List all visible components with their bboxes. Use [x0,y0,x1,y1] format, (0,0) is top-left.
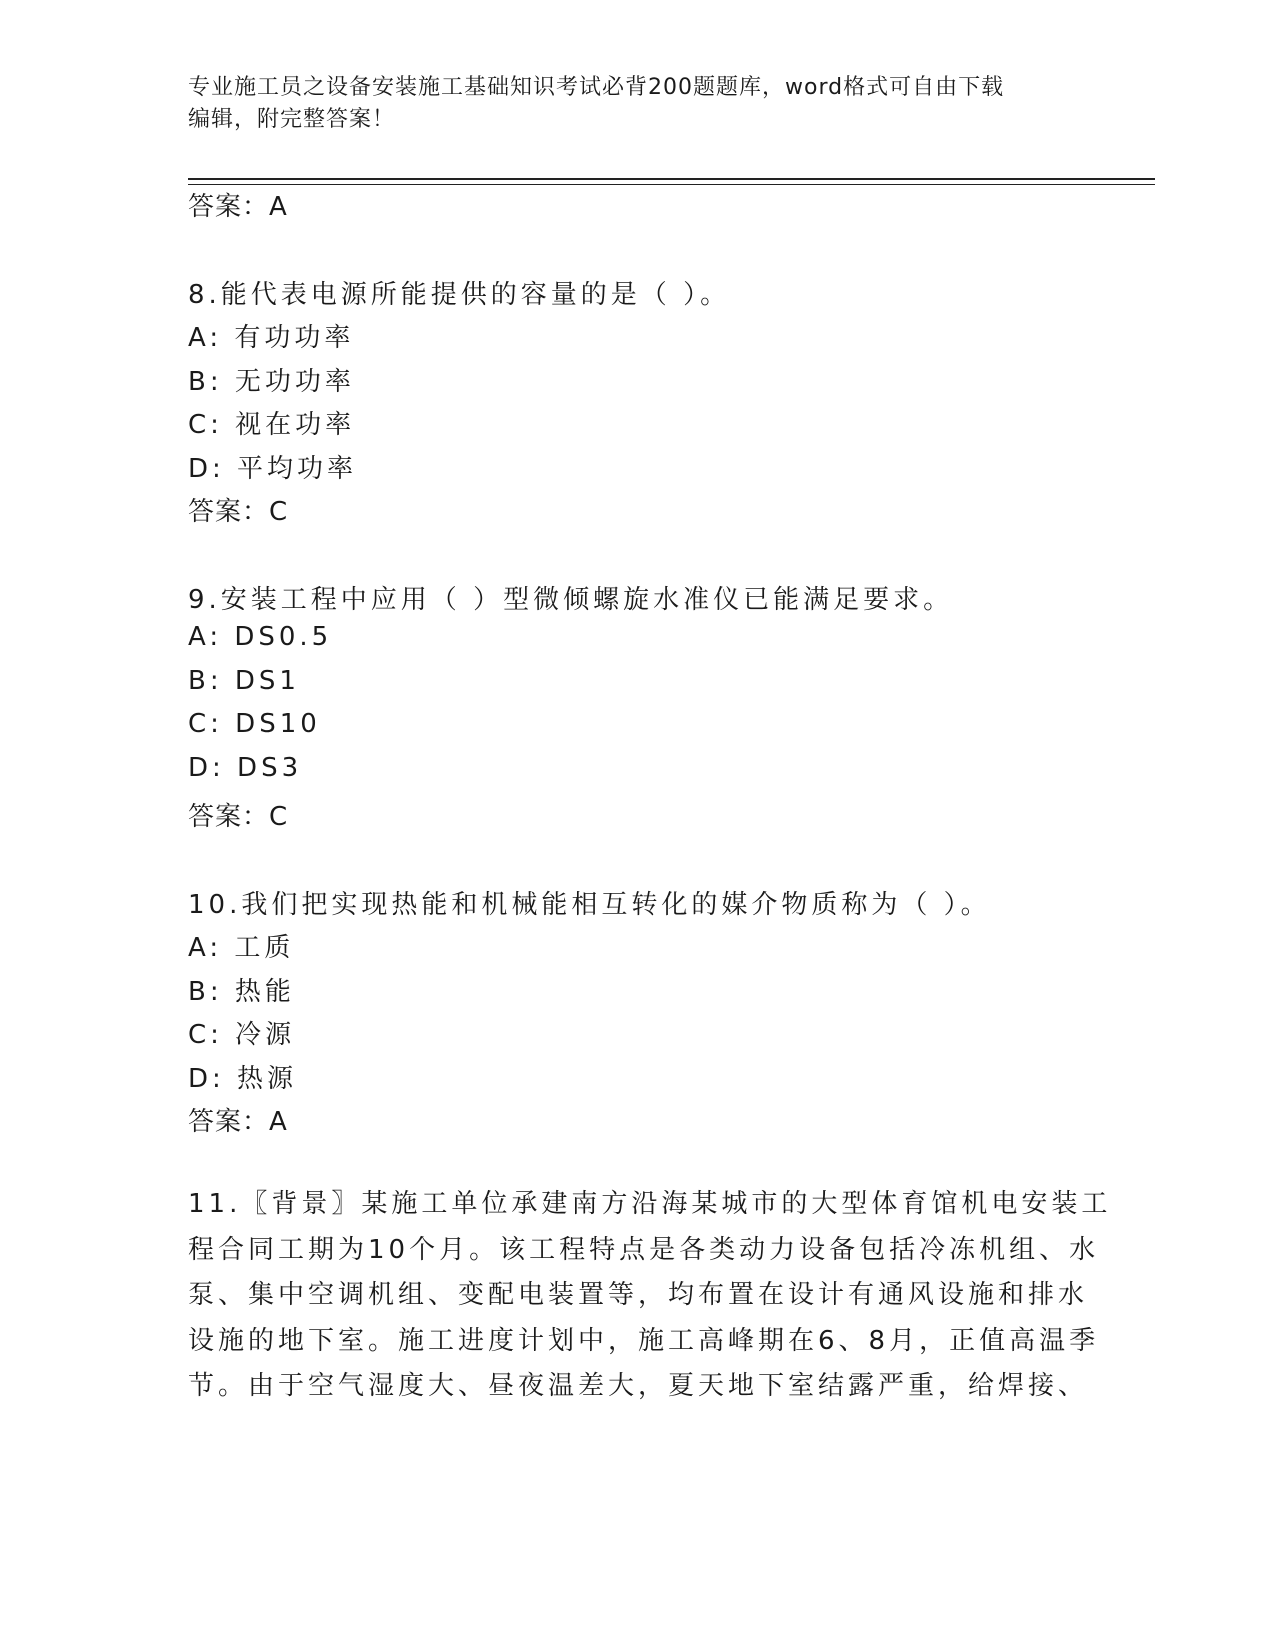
header-line-2: 编辑，附完整答案！ [188,107,396,132]
question-11-paragraph [188,1182,1112,1410]
question-9-option-a: A: DS0.5 [188,622,333,652]
document-header [188,72,1088,136]
question-9-option-c: C: DS10 [188,709,321,739]
top-answer: 答案：A [188,192,288,222]
header-line-1: 专业施工员之设备安装施工基础知识考试必背200题题库，word格式可自由下载 [188,75,1005,100]
question-8-option-d: D: 平均功率 [188,454,358,484]
question-9-option-b: B: DS1 [188,666,300,696]
question-9-answer: 答案：C [188,802,289,832]
question-10-option-c: C: 冷源 [188,1020,296,1050]
question-9-option-d: D: DS3 [188,753,303,783]
question-10-option-b: B: 热能 [188,977,295,1007]
question-8-answer: 答案：C [188,497,289,527]
question-10-answer: 答案：A [188,1107,288,1137]
header-rule-thick [188,178,1155,180]
question-11-line-2: 程合同工期为10个月。该工程特点是各类动力设备包括冷冻机组、水 [188,1234,1100,1265]
question-11-line-4: 设施的地下室。施工进度计划中，施工高峰期在6、8月，正值高温季 [188,1325,1100,1356]
question-11-line-3: 泵、集中空调机组、变配电装置等，均布置在设计有通风设施和排水 [188,1280,1089,1310]
question-10-stem: 10.我们把实现热能和机械能相互转化的媒介物质称为（ ）。 [188,890,991,920]
header-rule-thin [188,184,1155,185]
question-8-stem: 8.能代表电源所能提供的容量的是（ ）。 [188,280,731,310]
question-9-stem: 9.安装工程中应用（ ）型微倾螺旋水准仪已能满足要求。 [188,585,954,615]
question-8-option-c: C: 视在功率 [188,410,356,440]
question-8-option-a: A: 有功功率 [188,323,355,353]
question-11-line-1: 11.〖背景〗某施工单位承建南方沿海某城市的大型体育馆机电安装工 [188,1189,1112,1219]
question-11-line-5: 节。由于空气湿度大、昼夜温差大，夏天地下室结露严重，给焊接、 [188,1371,1089,1401]
question-8-option-b: B: 无功功率 [188,367,355,397]
question-10-option-d: D: 热源 [188,1064,298,1094]
question-10-option-a: A: 工质 [188,933,295,963]
